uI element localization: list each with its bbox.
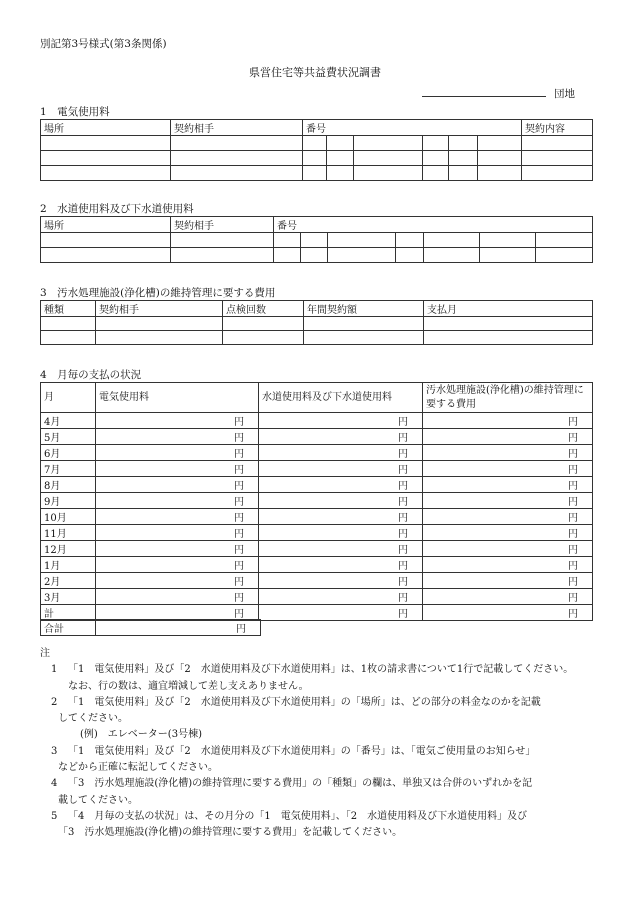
cell-type[interactable]	[41, 317, 96, 331]
septic-amount-field[interactable]: 円	[423, 477, 593, 493]
table-row	[41, 166, 593, 181]
note-item	[40, 662, 600, 678]
cell-contractor[interactable]	[96, 317, 223, 331]
cell-number[interactable]	[301, 233, 328, 248]
septic-amount-field[interactable]: 円	[423, 525, 593, 541]
water-amount-field[interactable]: 円	[259, 461, 423, 477]
month-label: 10月	[41, 509, 96, 525]
note-continuation: などから正確に転記してください。	[58, 762, 218, 774]
water-amount-field[interactable]: 円	[259, 573, 423, 589]
cell-payment-month[interactable]	[424, 317, 593, 331]
notes	[40, 646, 600, 842]
month-row	[41, 573, 593, 589]
month-row	[41, 493, 593, 509]
danchi-underline	[422, 96, 546, 97]
header-inspection-count: 点検回数	[223, 301, 304, 317]
electricity-amount-field[interactable]: 円	[96, 461, 259, 477]
cell-place[interactable]	[41, 136, 171, 151]
note-item	[40, 809, 600, 825]
cell-contractor[interactable]	[171, 233, 274, 248]
water-amount-field[interactable]: 円	[259, 589, 423, 605]
header-contractor: 契約相手	[171, 120, 303, 136]
note-continuation: 「3 汚水処理施設(浄化槽)の維持管理に要する費用」を記載してください。	[58, 827, 403, 839]
month-label: 11月	[41, 525, 96, 541]
electricity-amount-field[interactable]: 円	[96, 589, 259, 605]
month-label: 4月	[41, 413, 96, 429]
cell-number[interactable]	[478, 151, 522, 166]
month-row	[41, 413, 593, 429]
cell-contractor[interactable]	[171, 151, 303, 166]
cell-payment-month[interactable]	[424, 331, 593, 345]
cell-number[interactable]	[396, 248, 424, 263]
section-4-heading: 4 月毎の支払の状況	[40, 369, 142, 381]
cell-number[interactable]	[328, 248, 396, 263]
septic-table	[40, 300, 593, 345]
month-label: 5月	[41, 429, 96, 445]
electricity-amount-field[interactable]: 円	[96, 477, 259, 493]
month-row	[41, 429, 593, 445]
header-place: 場所	[41, 217, 171, 233]
cell-place[interactable]	[41, 166, 171, 181]
note-number: 2	[51, 696, 58, 708]
month-label: 7月	[41, 461, 96, 477]
month-label: 計	[41, 605, 96, 621]
water-table	[40, 216, 593, 263]
note-number: 4	[51, 778, 58, 790]
header-number: 番号	[303, 120, 522, 136]
month-label: 9月	[41, 493, 96, 509]
header-contractor: 契約相手	[171, 217, 274, 233]
water-amount-field[interactable]: 円	[259, 557, 423, 573]
electricity-amount-field[interactable]: 円	[96, 429, 259, 445]
total-label: 合計	[41, 620, 96, 636]
cell-number[interactable]	[449, 166, 478, 181]
cell-contractor[interactable]	[96, 331, 223, 345]
note-number: 3	[51, 745, 58, 757]
cell-number[interactable]	[354, 151, 423, 166]
cell-number[interactable]	[423, 136, 449, 151]
cell-number[interactable]	[274, 233, 301, 248]
cell-inspection-count[interactable]	[223, 331, 304, 345]
header-contractor: 契約相手	[96, 301, 223, 317]
header-number: 番号	[274, 217, 593, 233]
cell-place[interactable]	[41, 233, 171, 248]
electricity-amount-field[interactable]: 円	[96, 525, 259, 541]
cell-number[interactable]	[327, 136, 354, 151]
septic-amount-field[interactable]: 円	[423, 509, 593, 525]
cell-contractor[interactable]	[171, 136, 303, 151]
note-continuation: なお、行の数は、適宜増減して差し支えありません。	[68, 680, 309, 692]
monthly-table	[40, 382, 593, 621]
header-type: 種類	[41, 301, 96, 317]
header-annual-amount: 年間契約額	[304, 301, 424, 317]
month-row	[41, 477, 593, 493]
notes-heading: 注	[40, 648, 50, 659]
note-number: 1	[51, 664, 58, 676]
septic-amount-field[interactable]: 円	[423, 573, 593, 589]
note-continuation: してください。	[58, 713, 128, 725]
table-row	[41, 151, 593, 166]
cell-contract-details[interactable]	[522, 166, 593, 181]
electricity-amount-field[interactable]: 円	[96, 573, 259, 589]
month-row	[41, 557, 593, 573]
electricity-amount-field[interactable]: 円	[96, 445, 259, 461]
water-amount-field[interactable]: 円	[259, 541, 423, 557]
cell-number[interactable]	[354, 136, 423, 151]
cell-number[interactable]	[328, 233, 396, 248]
septic-amount-field[interactable]: 円	[423, 589, 593, 605]
section-3-heading: 3 汚水処理施設(浄化槽)の維持管理に要する費用	[40, 287, 276, 299]
cell-number[interactable]	[480, 248, 536, 263]
water-amount-field[interactable]: 円	[259, 493, 423, 509]
cell-contractor[interactable]	[171, 248, 274, 263]
month-rows	[41, 413, 593, 621]
header-electricity: 電気使用料	[96, 383, 259, 413]
note-text: 「1 電気使用料」及び「2 水道使用料及び下水道使用料」の「場所」は、どの部分の料金なのかを記載	[68, 696, 541, 708]
form-number: 別記第3号様式(第3条関係)	[40, 38, 167, 50]
cell-number[interactable]	[536, 233, 593, 248]
septic-amount-field[interactable]: 円	[423, 413, 593, 429]
note-continuation: 載してください。	[58, 794, 138, 806]
cell-contractor[interactable]	[171, 166, 303, 181]
cell-number[interactable]	[536, 248, 593, 263]
section-1-heading: 1 電気使用料	[40, 106, 110, 118]
cell-number[interactable]	[301, 248, 328, 263]
water-amount-field[interactable]: 円	[259, 429, 423, 445]
note-text: 「3 汚水処理施設(浄化槽)の維持管理に要する費用」の「種類」の欄は、単独又は合併のいずれかを記	[68, 778, 533, 790]
month-row	[41, 461, 593, 477]
month-row	[41, 589, 593, 605]
electricity-amount-field[interactable]: 円	[96, 413, 259, 429]
table-row	[41, 331, 593, 345]
water-amount-field[interactable]: 円	[259, 477, 423, 493]
month-label: 2月	[41, 573, 96, 589]
header-water: 水道使用料及び下水道使用料	[259, 383, 423, 413]
cell-number[interactable]	[303, 166, 327, 181]
cell-number[interactable]	[354, 166, 423, 181]
note-item	[40, 744, 600, 760]
cell-number[interactable]	[423, 151, 449, 166]
electricity-amount-field[interactable]: 円	[96, 605, 259, 621]
cell-number[interactable]	[424, 233, 480, 248]
cell-number[interactable]	[478, 166, 522, 181]
cell-number[interactable]	[424, 248, 480, 263]
cell-contract-details[interactable]	[522, 136, 593, 151]
month-row	[41, 445, 593, 461]
cell-number[interactable]	[480, 233, 536, 248]
month-label: 8月	[41, 477, 96, 493]
cell-annual-amount[interactable]	[304, 317, 424, 331]
electricity-table	[40, 119, 593, 181]
note-number: 5	[51, 810, 58, 822]
month-label: 1月	[41, 557, 96, 573]
header-contract-details: 契約内容	[522, 120, 593, 136]
section-2-heading: 2 水道使用料及び下水道使用料	[40, 203, 194, 215]
septic-amount-field[interactable]: 円	[423, 445, 593, 461]
cell-type[interactable]	[41, 331, 96, 345]
note-item	[40, 695, 600, 711]
table-row	[41, 317, 593, 331]
month-label: 6月	[41, 445, 96, 461]
cell-number[interactable]	[303, 151, 327, 166]
header-payment-month: 支払月	[424, 301, 593, 317]
cell-number[interactable]	[478, 136, 522, 151]
header-septic: 汚水処理施設(浄化槽)の維持管理に要する費用	[423, 383, 593, 413]
septic-amount-field[interactable]: 円	[423, 541, 593, 557]
page-title: 県営住宅等共益費状況調書	[249, 66, 381, 79]
note-example: (例) エレベーター(3号棟)	[80, 729, 202, 741]
total-table	[40, 619, 261, 636]
note-item	[40, 776, 600, 792]
month-label: 3月	[41, 589, 96, 605]
month-row	[41, 509, 593, 525]
header-place: 場所	[41, 120, 171, 136]
electricity-amount-field[interactable]: 円	[96, 493, 259, 509]
month-label: 12月	[41, 541, 96, 557]
total-amount-field[interactable]: 円	[96, 620, 261, 636]
cell-place[interactable]	[41, 151, 171, 166]
septic-amount-field[interactable]: 円	[423, 493, 593, 509]
month-row	[41, 541, 593, 557]
septic-amount-field[interactable]: 円	[423, 557, 593, 573]
water-amount-field[interactable]: 円	[259, 445, 423, 461]
water-amount-field[interactable]: 円	[259, 605, 423, 621]
electricity-amount-field[interactable]: 円	[96, 509, 259, 525]
notes-list	[40, 662, 600, 841]
cell-number[interactable]	[327, 151, 354, 166]
note-text: 「1 電気使用料」及び「2 水道使用料及び下水道使用料」の「番号」は、「電気ご使用量のお知らせ」	[68, 745, 536, 757]
cell-annual-amount[interactable]	[304, 331, 424, 345]
month-row	[41, 525, 593, 541]
cell-place[interactable]	[41, 248, 171, 263]
cell-number[interactable]	[274, 248, 301, 263]
table-row	[41, 248, 593, 263]
water-amount-field[interactable]: 円	[259, 509, 423, 525]
note-text: 「1 電気使用料」及び「2 水道使用料及び下水道使用料」は、1枚の請求書について1行で記載してください。	[68, 664, 574, 676]
water-amount-field[interactable]: 円	[259, 413, 423, 429]
cell-number[interactable]	[449, 136, 478, 151]
cell-number[interactable]	[423, 166, 449, 181]
septic-amount-field[interactable]: 円	[423, 605, 593, 621]
septic-amount-field[interactable]: 円	[423, 429, 593, 445]
electricity-amount-field[interactable]: 円	[96, 557, 259, 573]
note-text: 「4 月毎の支払の状況」は、その月分の「1 電気使用料」、「2 水道使用料及び下水道使用料」及び	[68, 810, 528, 822]
cell-number[interactable]	[303, 136, 327, 151]
water-amount-field[interactable]: 円	[259, 525, 423, 541]
electricity-amount-field[interactable]: 円	[96, 541, 259, 557]
danchi-field[interactable]	[422, 86, 592, 99]
cell-number[interactable]	[396, 233, 424, 248]
septic-amount-field[interactable]: 円	[423, 461, 593, 477]
cell-number[interactable]	[327, 166, 354, 181]
cell-number[interactable]	[449, 151, 478, 166]
cell-contract-details[interactable]	[522, 151, 593, 166]
header-month: 月	[41, 383, 96, 413]
table-row	[41, 233, 593, 248]
cell-inspection-count[interactable]	[223, 317, 304, 331]
danchi-label: 団地	[554, 88, 575, 100]
table-row	[41, 136, 593, 151]
